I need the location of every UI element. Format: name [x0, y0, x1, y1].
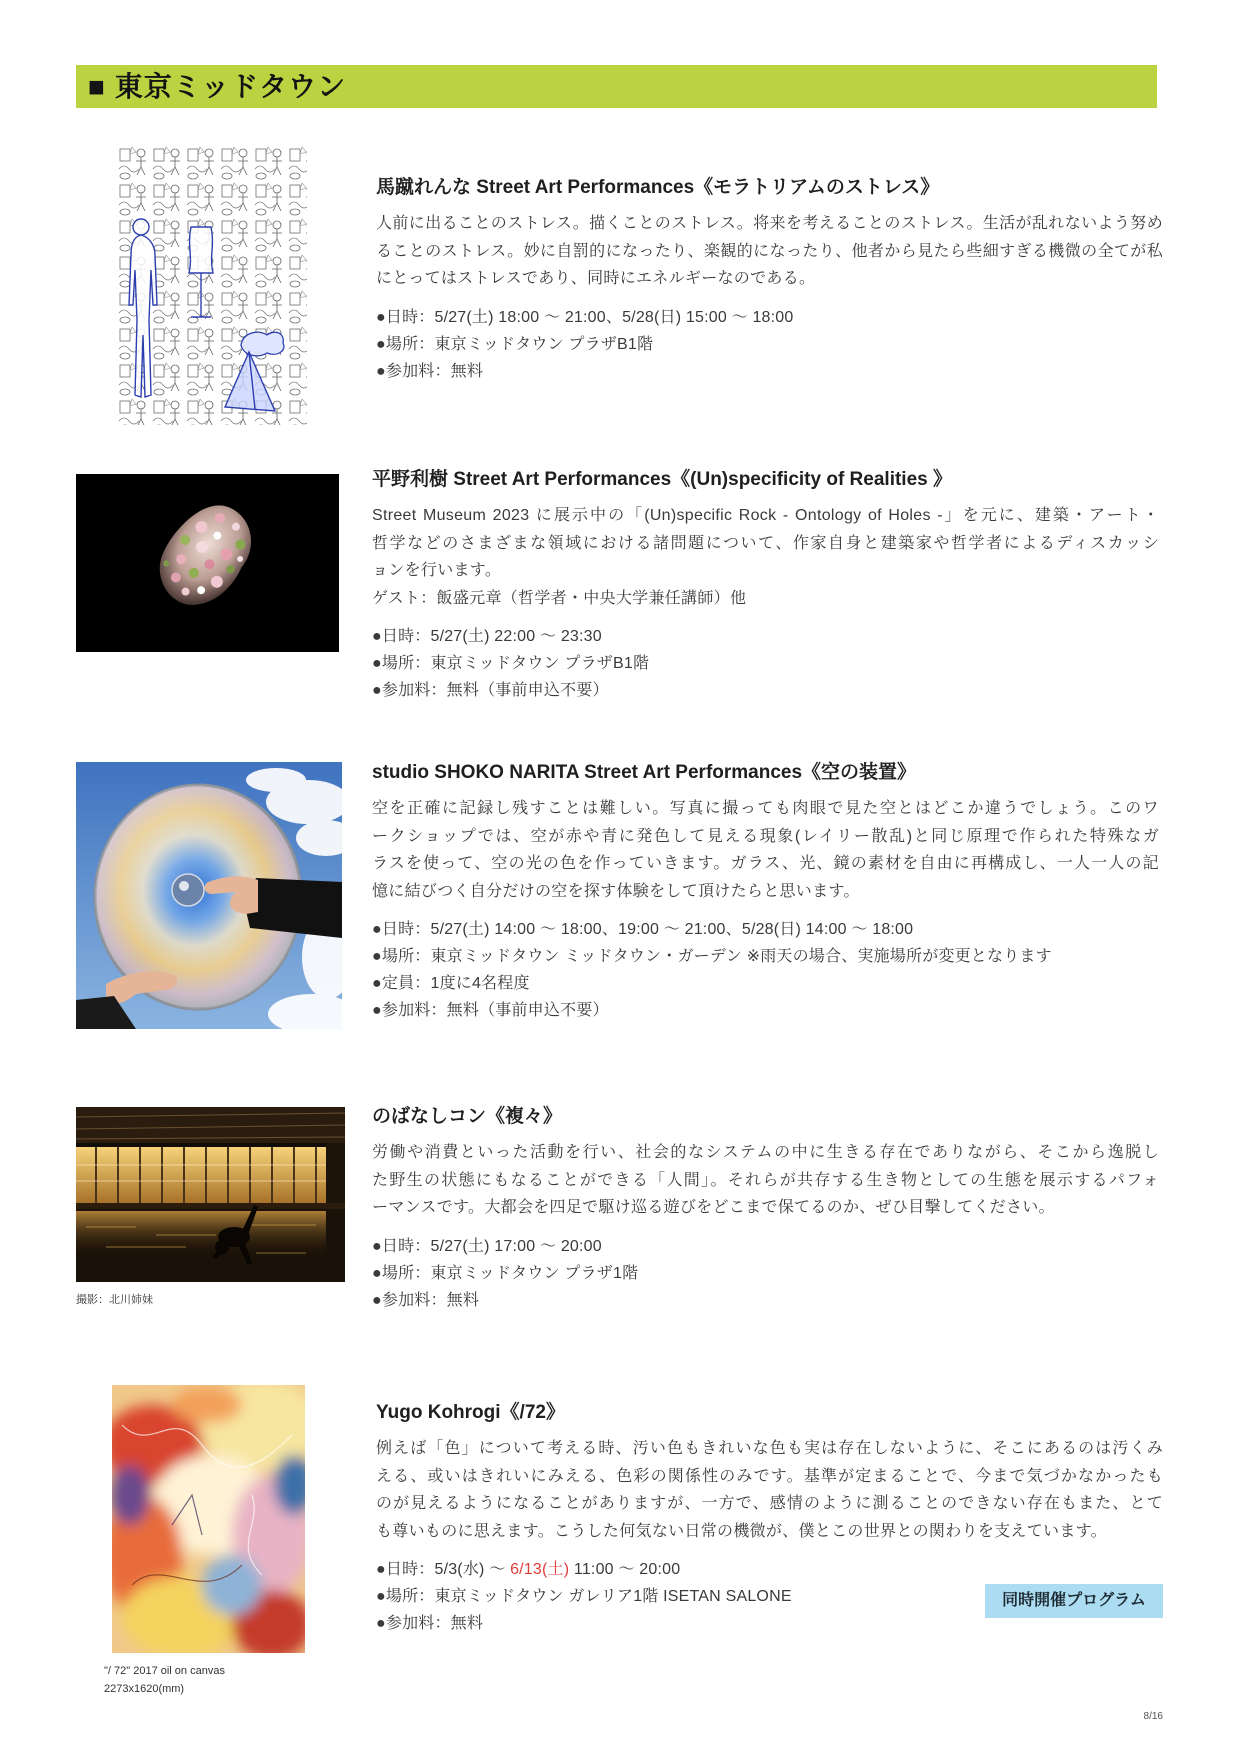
- description-line: にとってはストレスであり、同時にエネルギーなのである。: [376, 270, 816, 287]
- event-entry-moratorium: [376, 174, 1163, 385]
- description-line: 人前に出ることのストレス。描くことのストレス。将来を考えることのストレス。生活が乱れないよう努め: [376, 215, 1163, 232]
- description-line: も尊いものに思えます。こうした何気ない日常の機微が、僕とこの世界との関わりを支えています。: [376, 1522, 1107, 1540]
- event-title: studio SHOKO NARITA Street Art Performances《空の装置》: [372, 762, 917, 783]
- description-line: 労働や消費といった活動を行い、社会的なシステムの中に生きる存在でありながら、そこから逸脱し: [372, 1144, 1159, 1161]
- description-line: ラスを使って、空の光の色を作っていきます。ガラス、光、鏡の素材を自由に再構成し、一人一人の記: [372, 855, 1159, 872]
- event-title: 馬蹴れんな Street Art Performances《モラトリアムのストレス》: [376, 177, 940, 198]
- event-details: [376, 304, 1163, 385]
- description-line: ることのストレス。妙に自罰的になったり、楽観的になったり、他者から見たら些細すぎる機微の全てが私: [376, 242, 1163, 260]
- event-entry-unspecificity: [372, 466, 1159, 704]
- event-description: [376, 1435, 1163, 1545]
- event-description: [372, 502, 1159, 612]
- detail-capacity: ●定員：1度に4名程度: [372, 975, 530, 992]
- description-line: た野生の状態にもなることができる「人間」。それらが共存する生き物としての生態を展示するパフォ: [372, 1171, 1159, 1189]
- event-details: [372, 916, 1159, 1024]
- event-description: [372, 795, 1159, 905]
- event-title: 平野利樹 Street Art Performances《(Un)specificity of Realities 》: [372, 469, 952, 490]
- datetime-end-highlight: 6/13(土): [510, 1561, 570, 1578]
- concurrent-program-badge: 同時開催プログラム: [985, 1584, 1163, 1618]
- detail-fee: ●参加料：無料（事前申込不要）: [372, 1002, 609, 1019]
- event-entry-fukufuku: [372, 1103, 1159, 1314]
- artwork-title: "/ 72" 2017 oil on canvas: [104, 1665, 225, 1677]
- section-header-bar: [76, 65, 1157, 108]
- description-line: 空を正確に記録し残すことは難しい。写真に撮っても肉眼で見た空とはどこか違うでしょう。このワ: [372, 800, 1159, 817]
- datetime-hours: 11:00 ～ 20:00: [569, 1561, 681, 1578]
- datetime-start: ●日時：5/3(水) ～: [376, 1561, 511, 1578]
- detail-venue: ●場所：東京ミッドタウン ガレリア1階 ISETAN SALONE: [376, 1588, 792, 1605]
- detail-fee: ●参加料：無料: [376, 1615, 484, 1632]
- detail-datetime: ●日時：5/27(土) 18:00 ～ 21:00、5/28(日) 15:00 ～ 18:00: [376, 308, 794, 326]
- event-title: Yugo Kohrogi《/72》: [376, 1402, 565, 1423]
- photo-rock-sculpture: [76, 474, 339, 652]
- detail-datetime: [376, 1556, 1163, 1583]
- section-title: ■ 東京ミッドタウン: [88, 71, 347, 102]
- description-line: える、或いはきれいにみえる、色彩の関係性のみです。基準が定まることで、今まで気づかなかったも: [376, 1467, 1163, 1485]
- detail-datetime: ●日時：5/27(土) 14:00 ～ 18:00、19:00 ～ 21:00、5/28(日) 14:00 ～ 18:00: [372, 921, 914, 938]
- description-line: 憶に結びつく自分だけの空を探す体験をして頂けたらと思います。: [372, 882, 860, 900]
- description-line: ークショップでは、空が赤や青に発色して見える現象(レイリー散乱)と同じ原理で作られた特殊なガ: [372, 827, 1159, 845]
- detail-venue: ●場所：東京ミッドタウン プラザB1階: [376, 335, 654, 353]
- description-line: ョンを行います。: [372, 562, 502, 579]
- description-line: ーマンスです。大都会を四足で駆け巡る遊びをどこまで保てるのか、ぜひ目撃してください。: [372, 1199, 1055, 1216]
- detail-fee: ●参加料：無料（事前申込不要）: [372, 682, 609, 699]
- photo-credit: 撮影：北川姉妹: [76, 1294, 153, 1306]
- description-line: 例えば「色」について考える時、汚い色もきれいな色も実は存在しないように、そこにあるのは汚くみ: [376, 1440, 1163, 1457]
- artwork-image-moratorium: [117, 145, 307, 425]
- detail-venue: ●場所：東京ミッドタウン ミッドタウン・ガーデン ※雨天の場合、実施場所が変更となります: [372, 948, 1052, 965]
- detail-fee: ●参加料：無料: [376, 362, 484, 380]
- event-title: のばなしコン《複々》: [372, 1106, 563, 1127]
- detail-venue: ●場所：東京ミッドタウン プラザB1階: [372, 655, 650, 672]
- event-details: [372, 1233, 1159, 1314]
- description-line: のが見えるようになることがありますが、一方で、感情のように測ることのできない存在もまた、とて: [376, 1495, 1163, 1512]
- detail-fee: ●参加料：無料: [372, 1291, 480, 1309]
- detail-datetime: ●日時：5/27(土) 22:00 ～ 23:30: [372, 628, 602, 645]
- event-description: [372, 1139, 1159, 1222]
- artwork-painting-72: [112, 1385, 305, 1653]
- event-details: [372, 623, 1159, 704]
- artwork-size: 2273x1620(mm): [104, 1683, 185, 1695]
- page-number: 8/16: [1143, 1711, 1163, 1722]
- blue-creature-drawing: [241, 332, 284, 356]
- event-description: [376, 210, 1163, 293]
- guest-line: ゲスト：飯盛元章（哲学者・中央大学兼任講師）他: [372, 589, 747, 607]
- photo-sky-glass-disc: [76, 762, 342, 1029]
- description-line: Street Museum 2023 に展示中の「(Un)specific Rock - Ontology of Holes -」を元に、建築・アート・: [372, 507, 1159, 524]
- detail-datetime: ●日時：5/27(土) 17:00 ～ 20:00: [372, 1237, 602, 1255]
- detail-venue: ●場所：東京ミッドタウン プラザ1階: [372, 1264, 639, 1282]
- description-line: 哲学などのさまざまな領域における諸問題について、作家自身と建築家や哲学者によるディスカッシ: [372, 534, 1159, 552]
- photo-night-performance: [76, 1107, 345, 1282]
- event-entry-sky-device: [372, 759, 1159, 1024]
- artwork-caption: [104, 1662, 225, 1698]
